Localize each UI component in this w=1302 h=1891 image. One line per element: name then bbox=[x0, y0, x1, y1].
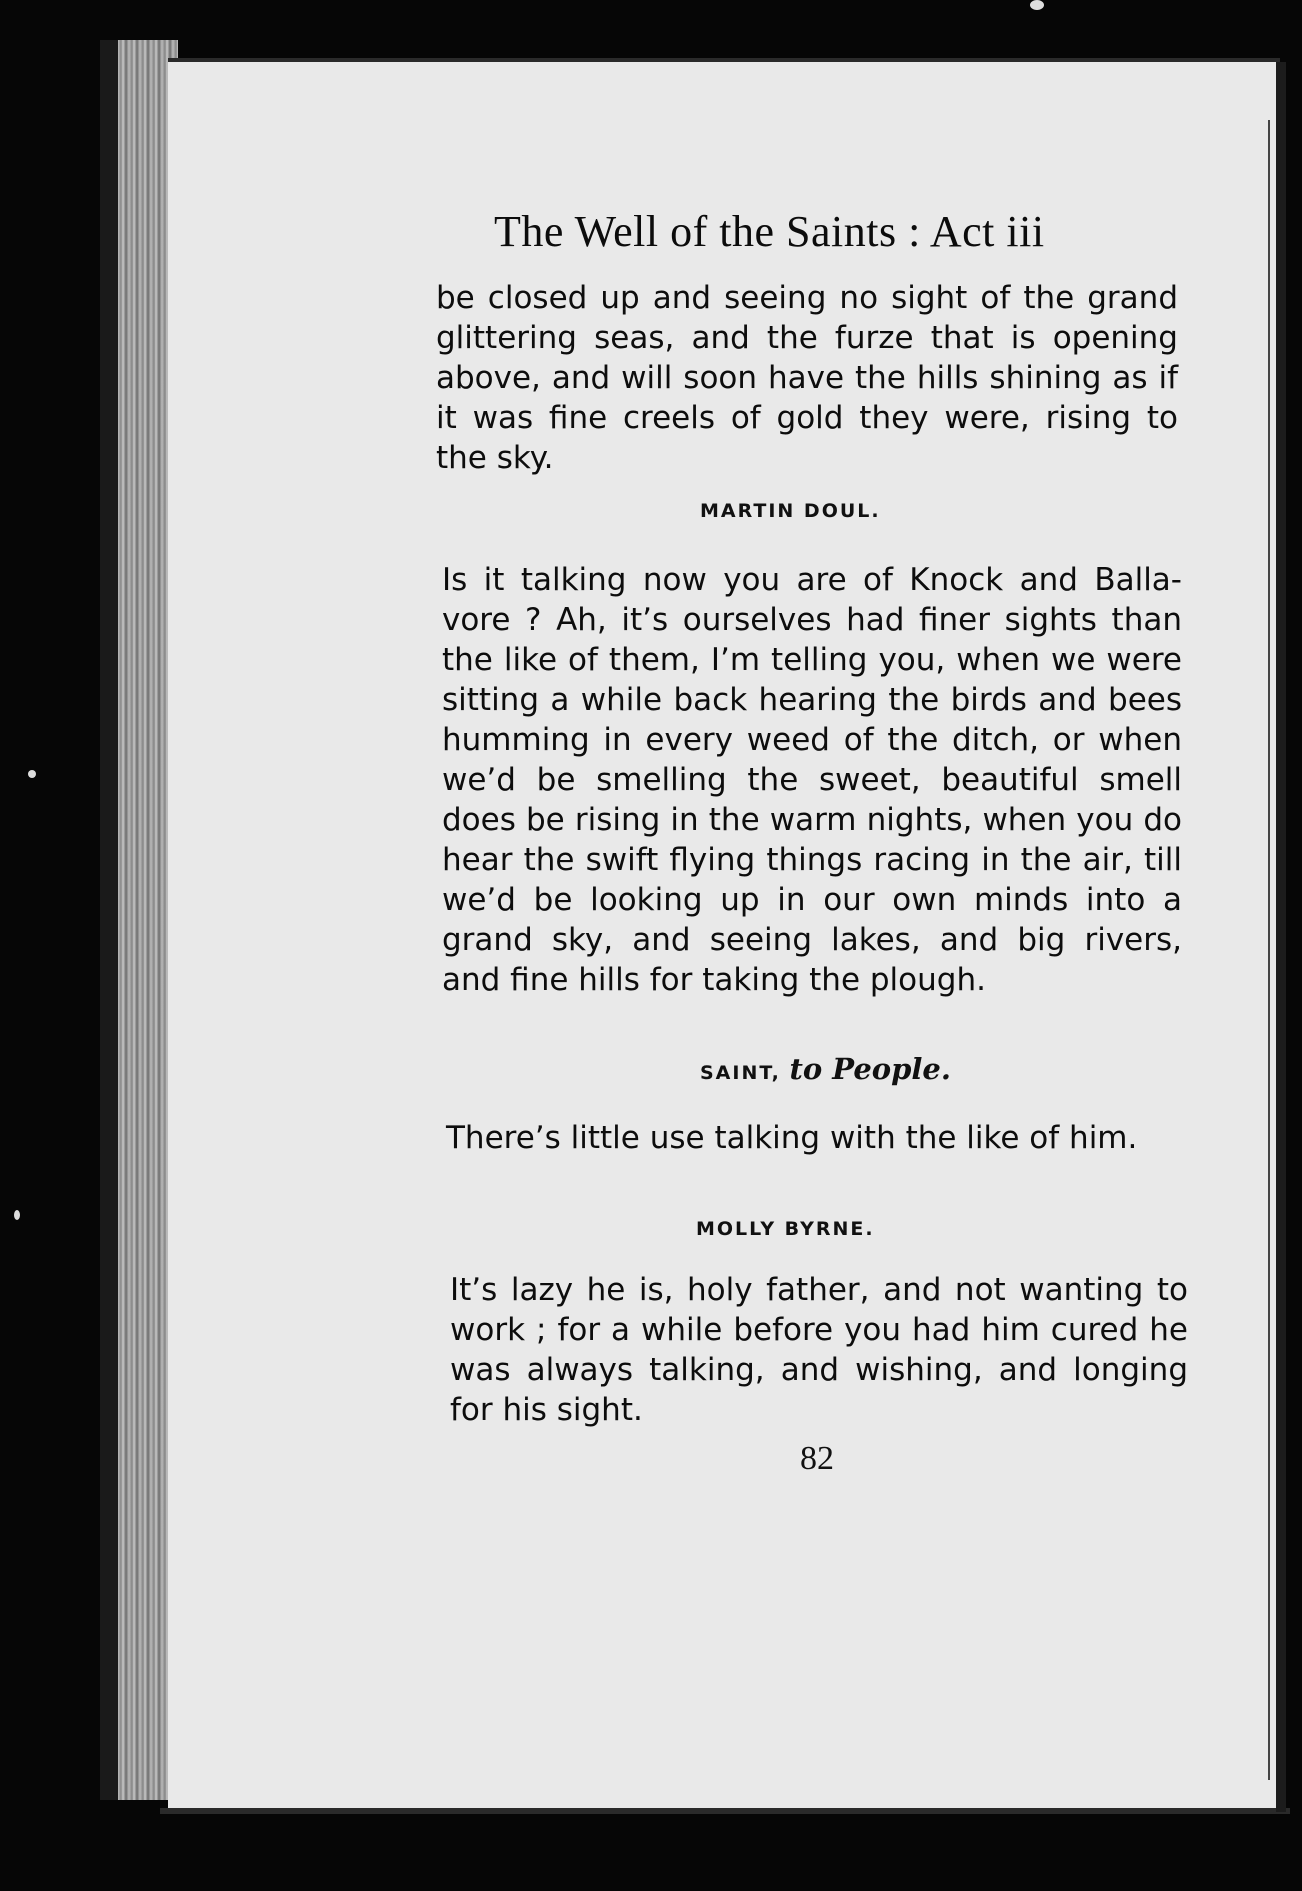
speaker-saint-name: SAINT, bbox=[700, 1062, 781, 1084]
paragraph-2: Is it talking now you are of Knock and Balla-vore ? Ah, it’s ourselves had finer sights than the like of them, I’m telling you, when we were sitting a while back hearing the birds and bees humming in every weed of the ditch, or when we’d be smelling the sweet, beautiful smell does be rising in the warm nights, when you do hear the swift flying things racing in the air, till we’d be looking up in our own minds into a grand sky, and seeing lakes, and big rivers, and fine hills for taking the plough. bbox=[442, 562, 1182, 998]
scan-speck bbox=[28, 770, 36, 778]
paragraph-3: There’s little use talking with the like of him. bbox=[446, 1120, 1138, 1156]
running-head: The Well of the Saints : Act iii bbox=[494, 207, 1045, 256]
speaker-saint bbox=[700, 1052, 951, 1086]
page-bottom-border bbox=[160, 1808, 1290, 1814]
page-number: 82 bbox=[800, 1440, 834, 1477]
paragraph-4: It’s lazy he is, holy father, and not wanting to work ; for a while before you had him cured he was always talking, and wishing, and longing for his sight. bbox=[450, 1272, 1188, 1428]
speaker-molly-byrne: MOLLY BYRNE. bbox=[696, 1218, 875, 1240]
speaker-martin-doul: MARTIN DOUL. bbox=[700, 500, 881, 522]
paragraph-1: be closed up and seeing no sight of the grand glittering seas, and the furze that is opening above, and will soon have the hills shining as if it was fine creels of gold they were, rising to the sky. bbox=[436, 280, 1178, 476]
page-top-border bbox=[168, 58, 1280, 62]
scan-speck bbox=[1030, 0, 1044, 10]
stage-direction: to People. bbox=[789, 1052, 951, 1086]
page-right-border bbox=[1276, 62, 1286, 1812]
page-right-rule bbox=[1268, 120, 1270, 1780]
scan-speck bbox=[14, 1210, 20, 1220]
